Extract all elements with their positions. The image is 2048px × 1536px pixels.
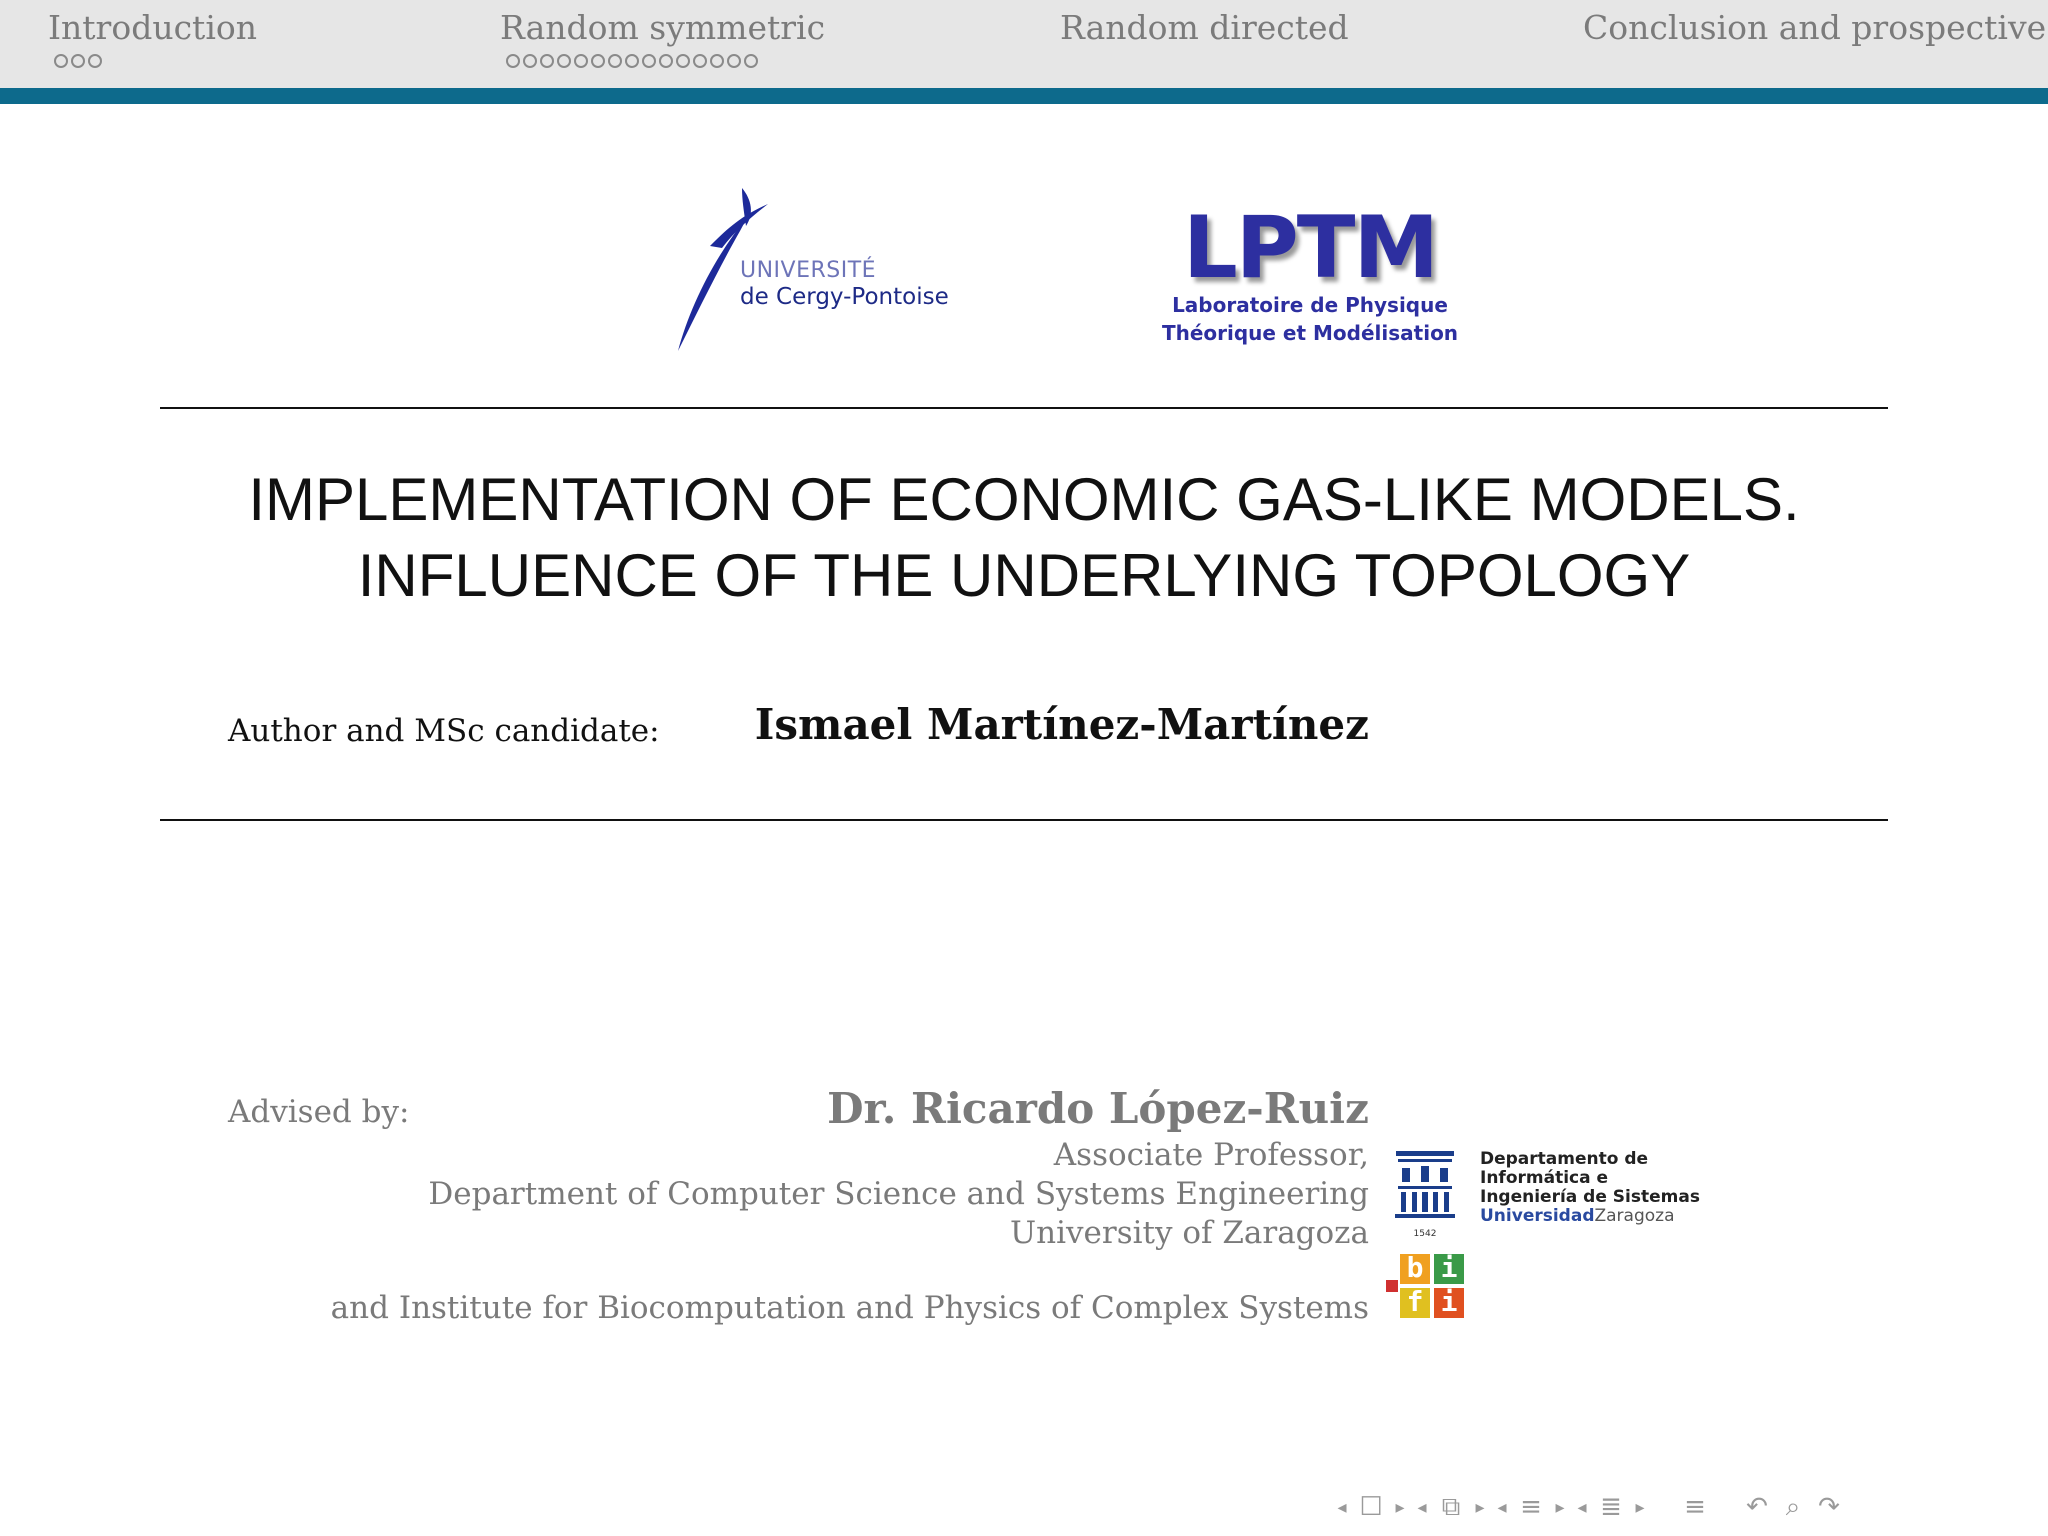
nav-section-label: Introduction [48, 8, 257, 47]
nav-frame-dot[interactable] [710, 54, 724, 68]
title-line-2: INFLUENCE OF THE UNDERLYING TOPOLOGY [357, 542, 1691, 609]
nav-frame-dot[interactable] [540, 54, 554, 68]
diis-logo-line2: Informática e [1480, 1168, 1609, 1188]
lptm-logo [1160, 198, 1460, 345]
diis-logo-line3: Ingeniería de Sistemas [1480, 1187, 1700, 1207]
title-line-1: IMPLEMENTATION OF ECONOMIC GAS-LIKE MODELS. [248, 466, 1800, 533]
nav-frame-dot[interactable] [608, 54, 622, 68]
diis-logo-zaragoza: Zaragoza [1594, 1206, 1675, 1226]
nav-frame-dot[interactable] [625, 54, 639, 68]
headline-accent-bar [0, 88, 2048, 104]
lptm-logo-mark: LPTM [1182, 198, 1438, 298]
frame-icon[interactable]: ☐ [1359, 1492, 1383, 1522]
nav-frame-dot[interactable] [676, 54, 690, 68]
nav-frame-dot[interactable] [591, 54, 605, 68]
title-rule-bottom [160, 819, 1888, 821]
title-rule-top [160, 407, 1888, 409]
nav-section-random-symmetric[interactable] [500, 6, 825, 68]
diis-logo-universidad: Universidad [1480, 1206, 1595, 1226]
presentation-prev-arrow-icon[interactable]: ◂ [1577, 1496, 1587, 1518]
subsection-icon[interactable]: ⧉ [1441, 1491, 1461, 1522]
advisor-department: Department of Computer Science and Systems Engineering [428, 1176, 1369, 1212]
subsection-prev-arrow-icon[interactable]: ◂ [1417, 1496, 1427, 1518]
bifi-logo [1384, 1252, 1474, 1324]
diis-zaragoza-logo [1392, 1148, 1732, 1243]
nav-frame-dot[interactable] [659, 54, 673, 68]
diis-logo-text [1480, 1150, 1700, 1226]
nav-frame-dot[interactable] [523, 54, 537, 68]
back-icon[interactable]: ↶ [1746, 1492, 1768, 1522]
nav-section-random-directed[interactable] [1060, 6, 1349, 50]
diis-logo-line1: Departamento de [1480, 1149, 1649, 1169]
bifi-tile-i1: i [1434, 1254, 1464, 1284]
nav-frame-dot[interactable] [693, 54, 707, 68]
author-name: Ismael Martínez-Martínez [754, 700, 1369, 749]
nav-section-label: Random directed [1060, 8, 1349, 47]
nav-section-conclusion[interactable] [1583, 6, 2046, 50]
advisor-position: Associate Professor, [1053, 1137, 1369, 1173]
subsection-next-arrow-icon[interactable]: ▸ [1475, 1496, 1485, 1518]
nav-frame-dot[interactable] [54, 54, 68, 68]
forward-icon[interactable]: ↷ [1818, 1492, 1840, 1522]
nav-frame-dot[interactable] [574, 54, 588, 68]
section-next-arrow-icon[interactable]: ▸ [1555, 1496, 1565, 1518]
search-icon[interactable]: ⌕ [1785, 1491, 1801, 1522]
nav-frame-dot[interactable] [557, 54, 571, 68]
bifi-tile-i2: i [1434, 1288, 1464, 1318]
frame-next-arrow-icon[interactable]: ▸ [1395, 1496, 1405, 1518]
nav-frame-dot[interactable] [88, 54, 102, 68]
presentation-next-arrow-icon[interactable]: ▸ [1635, 1496, 1645, 1518]
nav-frame-dots [48, 54, 257, 68]
ucp-logo-line1: UNIVERSITÉ [740, 258, 877, 283]
nav-section-introduction[interactable] [48, 6, 257, 68]
frame-prev-arrow-icon[interactable]: ◂ [1337, 1496, 1347, 1518]
beamer-navigation-symbols [1334, 1490, 1844, 1524]
nav-frame-dot[interactable] [506, 54, 520, 68]
advisor-name: Dr. Ricardo López-Ruiz [827, 1084, 1369, 1133]
bifi-tile-b: b [1400, 1254, 1430, 1284]
diis-logo-line4 [1480, 1207, 1700, 1226]
presentation-icon[interactable]: ≣ [1600, 1492, 1622, 1522]
nav-frame-dot[interactable] [642, 54, 656, 68]
presentation-title [160, 462, 1888, 614]
section-prev-arrow-icon[interactable]: ◂ [1497, 1496, 1507, 1518]
universite-cergy-pontoise-logo [670, 186, 960, 356]
lptm-logo-line2: Théorique et Modélisation [1161, 321, 1459, 345]
nav-frame-dots [500, 54, 825, 68]
diis-logo-year: 1542 [1413, 1229, 1437, 1239]
advised-by-label: Advised by: [228, 1094, 410, 1130]
nav-frame-dot[interactable] [744, 54, 758, 68]
author-label: Author and MSc candidate: [228, 713, 660, 749]
ucp-logo-line2: de Cergy-Pontoise [740, 284, 949, 310]
nav-section-label: Conclusion and prospective [1583, 8, 2047, 47]
section-navigation-bar [0, 0, 2048, 88]
nav-frame-dot[interactable] [727, 54, 741, 68]
advisor-institute: and Institute for Biocomputation and Physics of Complex Systems [330, 1290, 1369, 1326]
bifi-accent-square [1386, 1280, 1398, 1292]
advisor-university: University of Zaragoza [1010, 1215, 1369, 1251]
lptm-logo-line1: Laboratoire de Physique [1172, 293, 1448, 317]
section-icon[interactable]: ≡ [1520, 1492, 1542, 1522]
nav-section-label: Random symmetric [500, 8, 826, 47]
university-building-icon [1392, 1148, 1458, 1243]
bifi-tile-f: f [1400, 1288, 1430, 1318]
outline-icon[interactable]: ≡ [1684, 1492, 1706, 1522]
advisor-block [428, 1082, 1369, 1253]
nav-frame-dot[interactable] [71, 54, 85, 68]
